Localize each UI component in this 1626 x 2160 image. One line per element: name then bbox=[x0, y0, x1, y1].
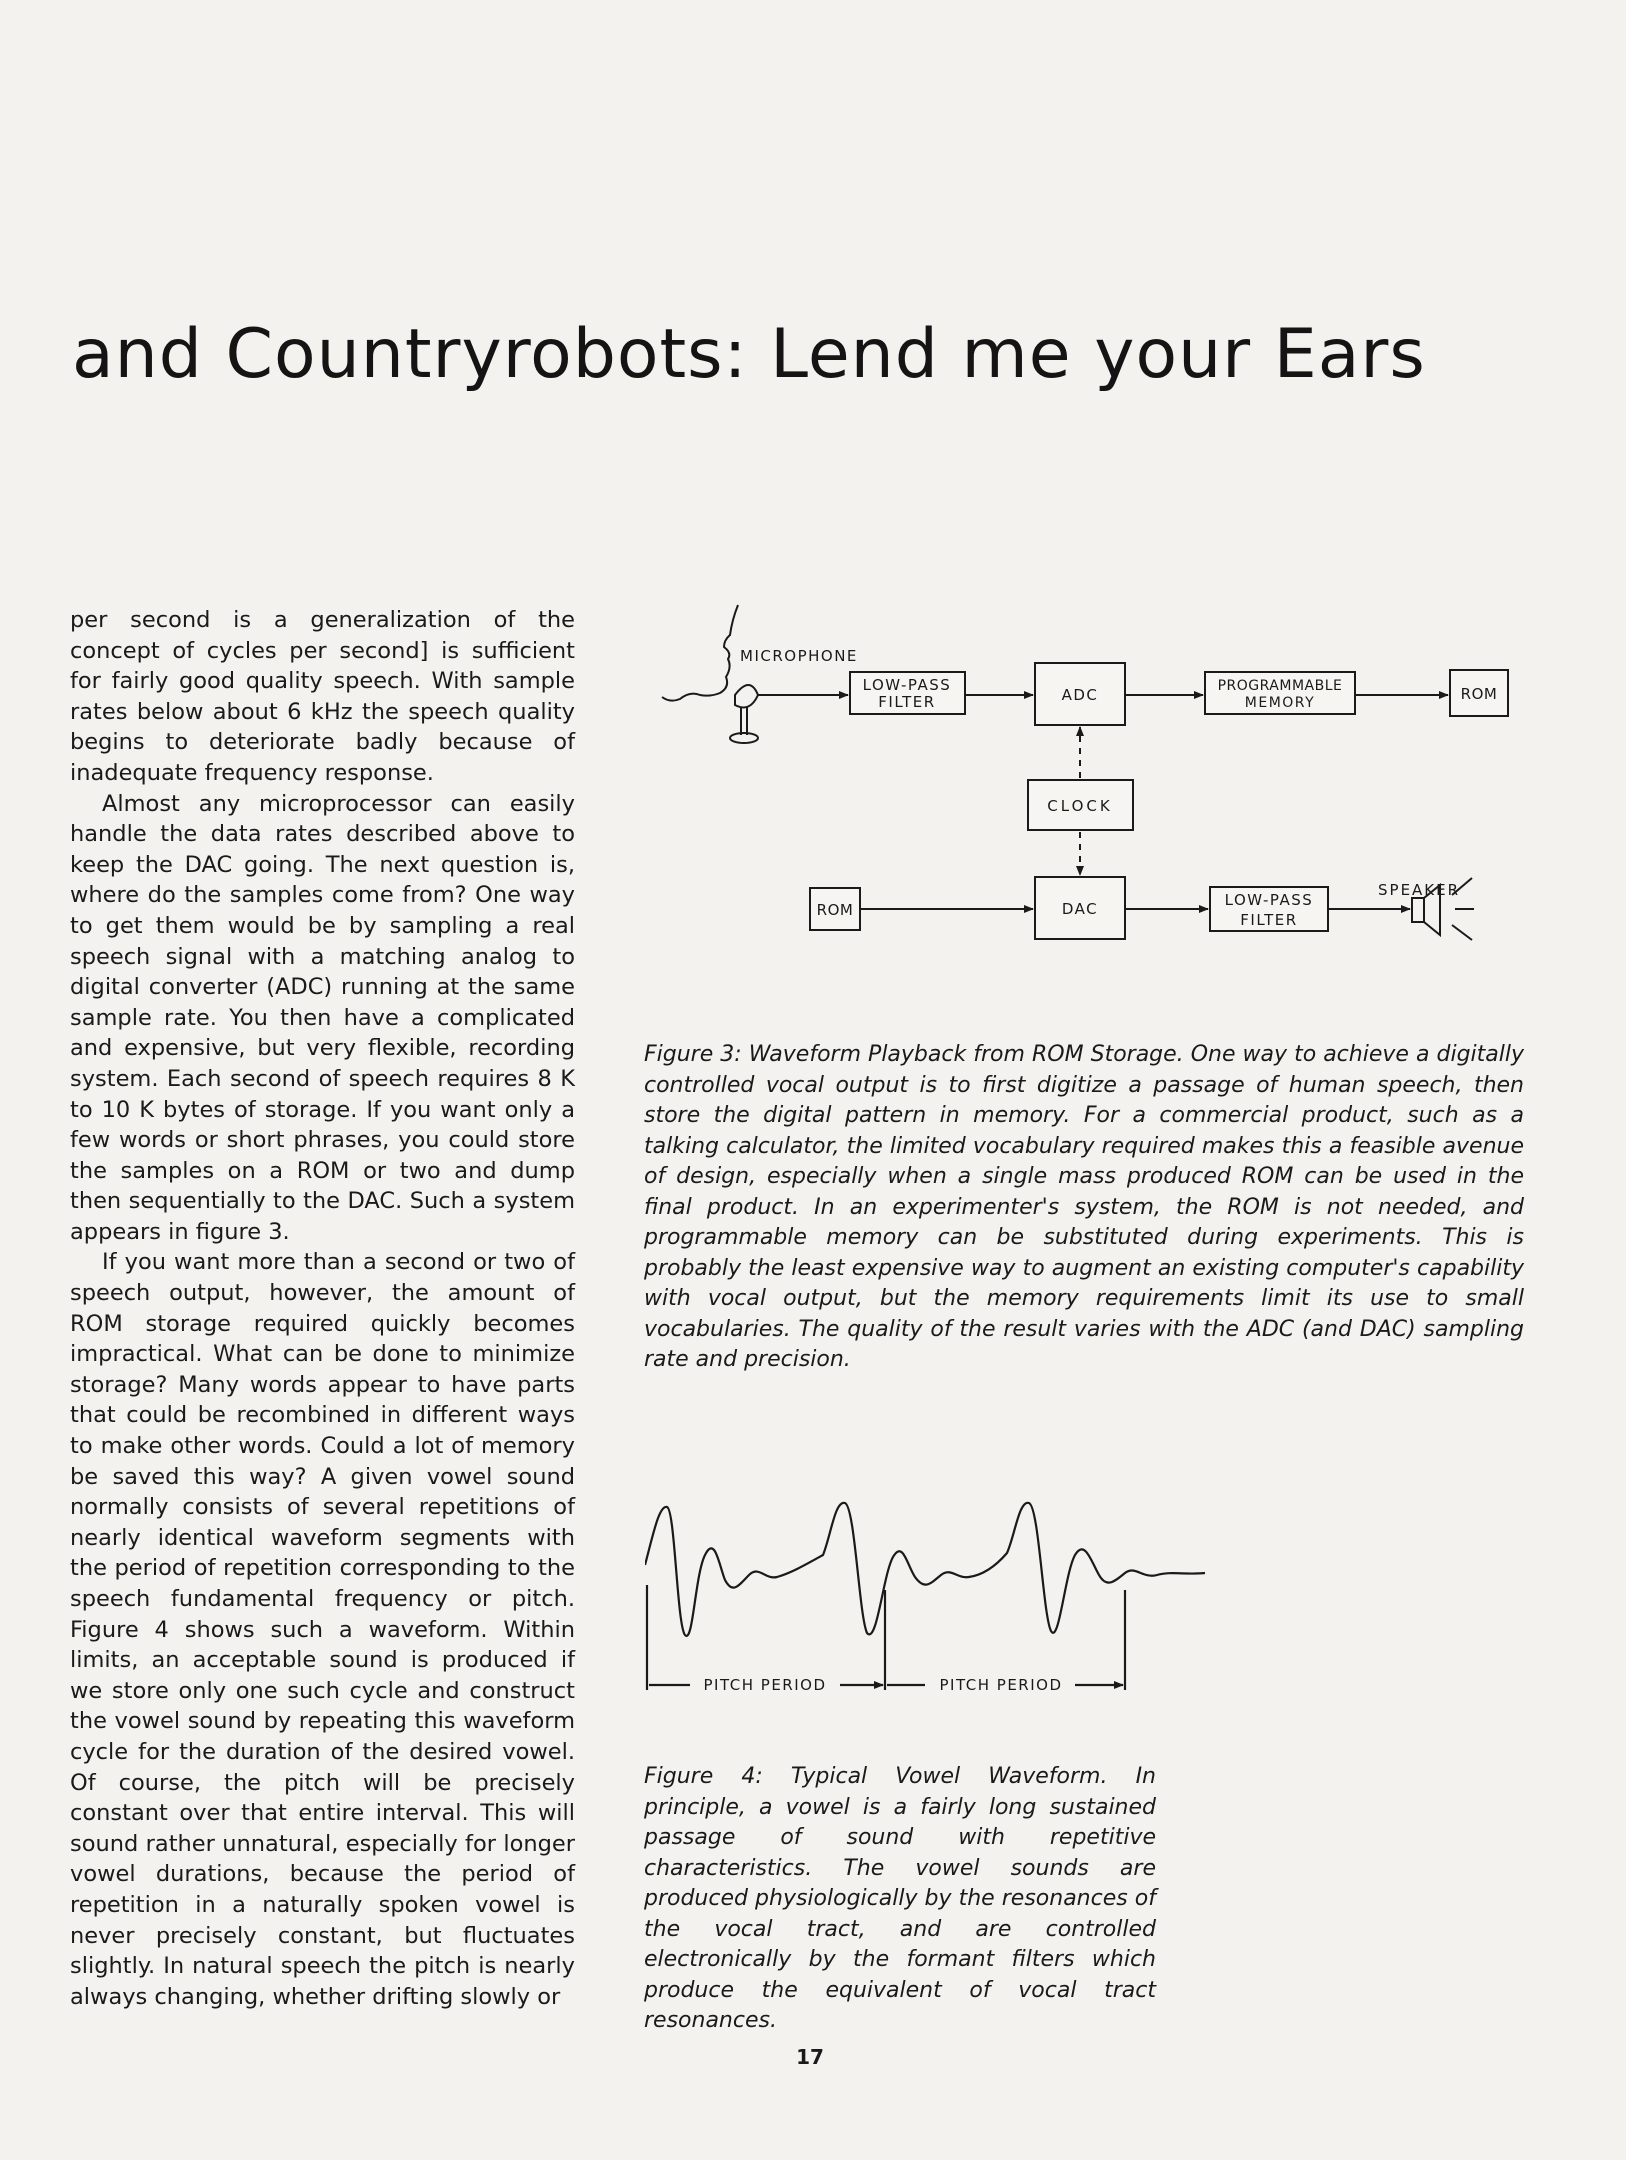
microphone-icon bbox=[730, 685, 758, 743]
speaker-label: SPEAKER bbox=[1378, 881, 1461, 899]
pitch-period-label-1: PITCH PERIOD bbox=[703, 1676, 827, 1694]
clock-label: CLOCK bbox=[1047, 797, 1113, 815]
face-profile-icon bbox=[662, 605, 738, 701]
programmable-memory-label-2: MEMORY bbox=[1244, 695, 1316, 711]
adc-label: ADC bbox=[1061, 686, 1099, 704]
figure-3-caption: Figure 3: Waveform Playback from ROM Storage. One way to achieve a digitally controlled vocal output is to first digitize a passage of human speech, then store the digital pattern in memory. For a commercial product, such as a talking calculator, the limited vocabulary required makes this a feasible avenue of design, especially when a single mass produced ROM can be used in the final product. In an experimenter's system, the ROM is not needed, and programmable memory can be substituted during experiments. This is probably the least expensive way to augment an existing computer's capability with vocal output, but the memory requirements limit its use to small vocabularies. The quality of the result varies with the ADC (and DAC) sampling rate and precision. bbox=[644, 1042, 1524, 1372]
body-text-column bbox=[70, 605, 575, 2012]
body-paragraph: per second is a generalization of the concept of cycles per second] is sufficient for fairly good quality speech. With sample rates below about 6 kHz the speech quality begins to deteriorate badly because of inadequate frequency response. bbox=[70, 607, 575, 786]
body-paragraph: Almost any microprocessor can easily handle the data rates described above to keep the DAC going. The next question is, where do the samples come from? One way to get them would be by sampling a real speech signal with a matching analog to digital converter (ADC) running at the same sample rate. You then have a complicated and expensive, but very flexible, recording system. Each second of speech requires 8 K to 10 K bytes of storage. If you want only a few words or short phrases, you could store the samples on a ROM or two and dump then sequentially to the DAC. Such a system appears in figure 3. bbox=[70, 790, 575, 1245]
figure-4-waveform bbox=[645, 1495, 1365, 1715]
body-paragraph: If you want more than a second or two of speech output, however, the amount of ROM storage required quickly becomes impractical. What can be done to minimize storage? Many words appear to have parts that could be recombined in different ways to make other words. Could a lot of memory be saved this way? A given vowel sound normally consists of several repetitions of nearly identical waveform segments with the period of repetition corresponding to the speech fundamental frequency or pitch. Figure 4 shows such a waveform. Within limits, an acceptable sound is produced if we store only one such cycle and construct the vowel sound by repeating this waveform cycle for the duration of the desired vowel. Of course, the pitch will be precisely constant over that entire interval. This will sound rather unnatural, especially for longer vowel durations, because the period of repetition in a naturally spoken vowel is never precisely constant, but fluctuates slightly. In natural speech the pitch is nearly always changing, whether drifting slowly or bbox=[70, 1249, 575, 2010]
programmable-memory-label-1: PROGRAMMABLE bbox=[1217, 678, 1343, 694]
lowpass-top-label-1: LOW-PASS bbox=[862, 676, 952, 694]
lowpass-top-label-2: FILTER bbox=[878, 693, 936, 711]
vowel-waveform-line bbox=[645, 1503, 1205, 1636]
article-title: and Countryrobots: Lend me your Ears bbox=[72, 315, 1426, 394]
pitch-period-label-2: PITCH PERIOD bbox=[939, 1676, 1063, 1694]
microphone-label: MICROPHONE bbox=[740, 647, 858, 665]
figure-3-block-diagram bbox=[640, 595, 1520, 975]
lowpass-bottom-label-2: FILTER bbox=[1240, 911, 1298, 929]
rom-left-label: ROM bbox=[816, 901, 854, 919]
page-number: 17 bbox=[796, 2045, 824, 2069]
rom-right-label: ROM bbox=[1460, 685, 1498, 703]
lowpass-bottom-label-1: LOW-PASS bbox=[1224, 891, 1314, 909]
dac-label: DAC bbox=[1061, 900, 1099, 918]
figure-4-caption: Figure 4: Typical Vowel Waveform. In principle, a vowel is a fairly long sustained passage of sound with repetitive characteristics. The vowel sounds are produced physiologically by the resonances of the vocal tract, and are controlled electronically by the formant filters which produce the equivalent of vocal tract resonances. bbox=[644, 1764, 1156, 2033]
